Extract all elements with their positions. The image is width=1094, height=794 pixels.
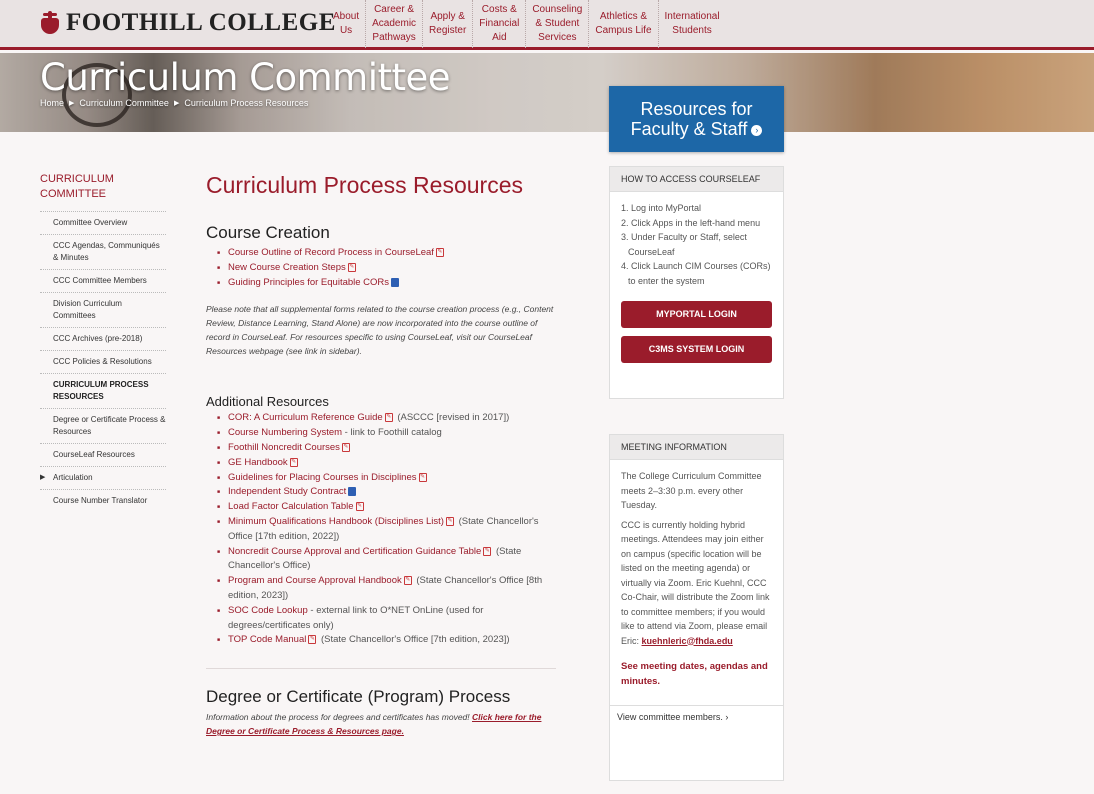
breadcrumb-separator-icon: ▶ [173,100,180,107]
sidebar-title-line: COMMITTEE [40,188,106,200]
resources-faculty-staff-button[interactable] [609,86,784,152]
nav-item-label-line: Apply & [430,11,465,22]
banner-title: Curriculum Committee [40,56,451,99]
pdf-icon: ✎ [357,503,363,510]
resources-button-line-1: Resources for [640,99,753,119]
breadcrumb-item[interactable]: Curriculum Committee [79,98,169,108]
resource-link[interactable]: Course Numbering System [228,427,343,439]
main-nav [327,0,726,48]
myportal-login-button[interactable]: MYPORTAL LOGIN [621,301,772,328]
sidebar-item[interactable] [40,373,166,408]
resources-button-line-2: Faculty & Staff [630,119,748,139]
sidebar-item-label: Course Number Translator [53,496,148,505]
nav-item[interactable] [423,0,473,48]
nav-item-label-line: Campus Life [595,25,652,36]
nav-item-label-line: Us [339,25,353,36]
sidebar-item-label: CURRICULUM PROCESS RESOURCES [53,380,149,401]
nav-item-label-line: Aid [492,32,507,43]
course-creation-heading: Course Creation [206,223,330,242]
courseleaf-steps [610,192,783,288]
logo-text: FOOTHILL COLLEGE [66,9,336,36]
nav-item-label [372,3,416,45]
nav-item[interactable] [526,0,589,48]
nav-item-label-line: Students [672,25,712,36]
nav-item-label-line: International [664,11,720,22]
courseleaf-step: 2. Click Apps in the left-hand menu [621,217,761,228]
main-content [206,172,556,738]
resource-list-item [217,426,556,441]
course-creation-note: Please note that all supplemental forms related to the course creation process (e.g., Content Review, Distance Learning, Stand Alone) are now incorporated into the course outline of record in CourseLeaf. For resources specific to using CourseLeaf, visit our CourseLeaf Resources webpage (see link in sidebar). [206,304,554,357]
resource-link-suffix: (State Chancellor's Office [17th edition, 2022]) [228,515,539,542]
acorn-icon [40,10,60,36]
resource-link-suffix: (State Chancellor's Office [7th edition, 2023]) [318,634,510,646]
meeting-dates-link[interactable]: See meeting dates, agendas and minutes. [621,661,768,687]
nav-item-label [665,10,720,38]
resource-link[interactable]: Guiding Principles for Equitable CORs [228,276,390,288]
meeting-hybrid-text [610,518,783,649]
pdf-icon: ✎ [291,458,297,465]
pdf-icon: ✎ [343,443,349,450]
sidebar-item-label: CCC Archives (pre-2018) [53,334,143,343]
page-banner [0,53,1094,132]
resource-link-suffix: - link to Foothill catalog [342,427,442,439]
view-committee-members-label: View committee members. [617,712,723,722]
resource-link[interactable]: COR: A Curriculum Reference Guide [228,412,383,424]
view-committee-members-link[interactable] [610,705,783,728]
resource-link-suffix: (ASCCC [revised in 2017]) [394,412,510,424]
breadcrumb-item[interactable]: Home [40,98,65,108]
sidebar-item-label: CCC Committee Members [53,276,147,285]
c3ms-login-button[interactable]: C3MS SYSTEM LOGIN [621,336,772,363]
pdf-icon: ✎ [386,414,392,421]
additional-resources-links [217,411,556,648]
nav-item-label [333,10,359,38]
sidebar-item[interactable] [40,443,166,466]
resource-link[interactable]: Minimum Qualifications Handbook (Disciplines List) [228,515,444,527]
sidebar-item[interactable] [40,269,166,292]
pdf-icon: ✎ [309,636,315,643]
nav-item-label-line: Career & [374,4,415,15]
sidebar-item[interactable] [40,292,166,327]
resource-list-item [217,246,556,261]
nav-item[interactable] [589,0,658,48]
sidebar-item-label: Articulation [53,473,93,482]
nav-item-label-line: Register [429,25,467,36]
resource-list-item [217,261,556,276]
sidebar-nav [40,172,166,512]
sidebar-item[interactable] [40,350,166,373]
resource-list-item [217,456,556,471]
resource-link[interactable]: Load Factor Calculation Table [228,501,354,513]
resource-link-suffix: (State Chancellor's Office [8th edition, 2023]) [228,575,543,601]
site-header [0,0,1094,50]
courseleaf-widget-heading: HOW TO ACCESS COURSELEAF [610,167,783,192]
courseleaf-step: 1. Log into MyPortal [621,203,702,213]
nav-item-label-line: Services [538,32,577,43]
courseleaf-step: 3. Under Faculty or Staff, select CourseLeaf [621,232,747,257]
breadcrumb [40,98,308,108]
breadcrumb-separator-icon: ▶ [69,100,75,107]
resource-list-item [217,276,556,291]
sidebar-item[interactable] [40,234,166,269]
sidebar-item-label: CourseLeaf Resources [53,450,135,459]
nav-item-label-line: Pathways [372,32,416,43]
nav-item-label-line: Counseling [532,4,583,15]
nav-item-label-line: Costs & [481,4,517,15]
resource-list-item [217,485,556,500]
resource-link[interactable]: New Course Creation Steps [228,261,346,273]
sidebar-list [40,211,166,512]
nav-item-label [532,3,582,45]
caret-right-icon[interactable]: ▶ [40,474,46,481]
nav-item[interactable] [659,0,726,48]
resource-list-item [217,471,556,486]
pdf-icon: ✎ [405,577,411,584]
degree-note-text: Information about the process for degrees and certificates has moved! [206,712,473,723]
meeting-hybrid-body: CCC is currently holding hybrid meetings. Attendees may join either on campus (specific location will be listed on the meeting agenda) or virtually via Zoom. Eric Kuehnl, CCC Co-Chair, will distribute the Zoom link to committee members; if you would like to attend via Zoom, please email Eric: [621,519,770,646]
resource-link[interactable]: Program and Course Approval Handbook [228,575,402,587]
degree-process-link[interactable]: Click here for the Degree or Certificate Process & Resources page. [206,712,542,737]
resource-list-item [217,545,556,575]
nav-item-label [595,10,651,38]
resource-list-item [217,574,556,604]
meeting-widget-heading: MEETING INFORMATION [610,435,783,460]
courseleaf-widget [609,166,784,399]
pdf-icon: ✎ [420,473,426,480]
email-link[interactable]: kuehnleric@fhda.edu [641,635,733,646]
resource-list-item [217,441,556,456]
resource-list-item [217,411,556,426]
pdf-icon: ✎ [437,248,443,255]
pdf-icon: ✎ [484,547,490,554]
resource-link[interactable]: Foothill Noncredit Courses [228,441,340,453]
sidebar-item-label: Committee Overview [53,218,128,227]
sidebar-title-line: CURRICULUM [40,173,114,185]
word-doc-icon [348,487,356,496]
resource-link[interactable]: Independent Study Contract [228,486,347,498]
meeting-schedule-text: The College Curriculum Committee meets 2–3:30 p.m. every other Tuesday. [621,471,762,510]
sidebar-item-label: CCC Policies & Resolutions [53,357,152,366]
chevron-right-icon: › [725,712,729,722]
sidebar-title[interactable] [40,172,166,202]
nav-item-label-line: About [333,11,360,22]
word-doc-icon [391,278,399,287]
resource-list-item [217,500,556,515]
nav-item-label-line: Athletics & [599,11,648,22]
pdf-icon: ✎ [447,517,453,524]
resource-link[interactable]: SOC Code Lookup [228,604,308,616]
resource-list-item [217,515,556,545]
sidebar-item-label: CCC Agendas, Communiqués & Minutes [53,241,160,262]
sidebar-item[interactable] [40,211,166,234]
degree-note [206,710,556,738]
sidebar-item-label: Division Curriculum Committees [53,299,122,320]
resource-link[interactable]: Course Outline of Record Process in CourseLeaf [228,247,434,258]
nav-item[interactable] [366,0,423,48]
resource-link[interactable]: GE Handbook [228,456,288,468]
sidebar-item[interactable] [40,489,166,512]
page-title: Curriculum Process Resources [206,172,523,198]
foothill-logo[interactable] [40,9,336,37]
sidebar-item[interactable] [40,408,166,443]
sidebar-item[interactable] [40,327,166,350]
nav-item-label [429,10,466,38]
courseleaf-step: 4. Click Launch CIM Courses (CORs) to enter the system [621,261,771,286]
sidebar-item[interactable] [40,466,166,489]
nav-item-label-line: Academic [372,18,417,29]
sidebar-item-label: Degree or Certificate Process & Resources [53,415,166,436]
resource-link[interactable]: Guidelines for Placing Courses in Disciplines [228,471,417,483]
resource-link[interactable]: TOP Code Manual [228,634,307,646]
nav-item-label-line: & Student [535,18,580,29]
arrow-right-icon: › [751,125,762,136]
breadcrumb-item: Curriculum Process Resources [184,98,309,108]
nav-item-label [479,3,519,45]
resource-link-suffix: (State Chancellor's Office) [228,545,522,572]
meeting-info-widget [609,434,784,781]
nav-item-label-line: Financial [479,18,520,29]
additional-resources-heading: Additional Resources [206,394,329,410]
pdf-icon: ✎ [349,263,355,270]
course-creation-links [217,246,556,290]
resource-link[interactable]: Noncredit Course Approval and Certification Guidance Table [228,545,482,557]
nav-item[interactable] [327,0,366,48]
degree-heading: Degree or Certificate (Program) Process [206,687,511,707]
resource-link-suffix: - external link to O*NET OnLine (used for degrees/certificates only) [228,604,484,631]
resource-list-item [217,604,556,634]
section-divider [206,668,556,669]
nav-item[interactable] [473,0,526,48]
resource-list-item [217,633,556,648]
